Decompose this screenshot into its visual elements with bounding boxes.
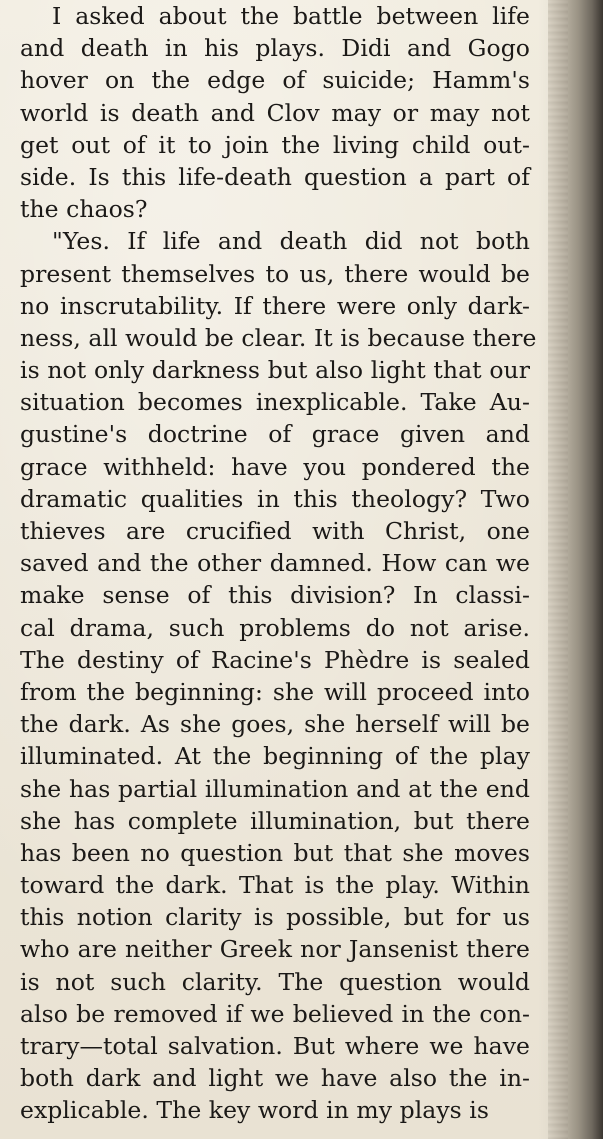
- text-column: [20, 0, 537, 1127]
- text-line: is not only darkness but also light that our: [20, 356, 530, 385]
- text-line: illuminated. At the beginning of the play: [20, 742, 530, 771]
- text-line: situation becomes inexplicable. Take Au-: [20, 388, 530, 417]
- text-line: this notion clarity is possible, but for us: [20, 903, 530, 932]
- text-line: she has partial illumination and at the end: [20, 774, 530, 803]
- text-line: ness, all would be clear. It is because there: [20, 323, 537, 352]
- text-line: trary—total salvation. But where we have: [20, 1032, 530, 1060]
- text-line: dramatic qualities in this theology? Two: [20, 484, 530, 513]
- paragraph-question: [20, 0, 530, 225]
- text-line: also be removed if we believed in the con-: [20, 999, 530, 1028]
- text-line: world is death and Clov may or may not: [20, 98, 530, 127]
- text-line: from the beginning: she will proceed into: [20, 677, 530, 706]
- text-line: the chaos?: [20, 195, 148, 224]
- text-line: grace withheld: have you pondered the: [20, 452, 530, 481]
- text-line: make sense of this division? In classi-: [20, 581, 530, 610]
- text-line: has been no question but that she moves: [20, 838, 530, 867]
- text-line: toward the dark. That is the play. Within: [20, 871, 530, 900]
- text-line: both dark and light we have also the in-: [20, 1064, 530, 1093]
- text-line: saved and the other damned. How can we: [20, 549, 530, 578]
- text-line: she has complete illumination, but there: [20, 806, 530, 835]
- text-line: The destiny of Racine's Phèdre is sealed: [20, 645, 530, 674]
- text-line: no inscrutability. If there were only dark-: [20, 291, 530, 320]
- text-line: hover on the edge of suicide; Hamm's: [20, 66, 530, 95]
- adjacent-page-edge: [548, 0, 603, 1139]
- text-line: the dark. As she goes, she herself will be: [20, 710, 530, 739]
- text-line: who are neither Greek nor Jansenist there: [20, 935, 530, 964]
- text-line: "Yes. If life and death did not both: [52, 227, 530, 256]
- text-line: explicable. The key word in my plays is: [20, 1096, 489, 1125]
- text-line: is not such clarity. The question would: [20, 967, 530, 996]
- text-line: cal drama, such problems do not arise.: [20, 613, 530, 642]
- text-line: I asked about the battle between life: [52, 2, 530, 30]
- text-line: present themselves to us, there would be: [20, 259, 530, 288]
- text-line: side. Is this life-death question a part of: [20, 162, 530, 191]
- text-line: get out of it to join the living child out-: [20, 130, 530, 159]
- text-line: and death in his plays. Didi and Gogo: [20, 34, 530, 63]
- text-line: thieves are crucified with Christ, one: [20, 517, 530, 545]
- paragraph-answer: [20, 225, 537, 1126]
- text-line: gustine's doctrine of grace given and: [20, 420, 530, 449]
